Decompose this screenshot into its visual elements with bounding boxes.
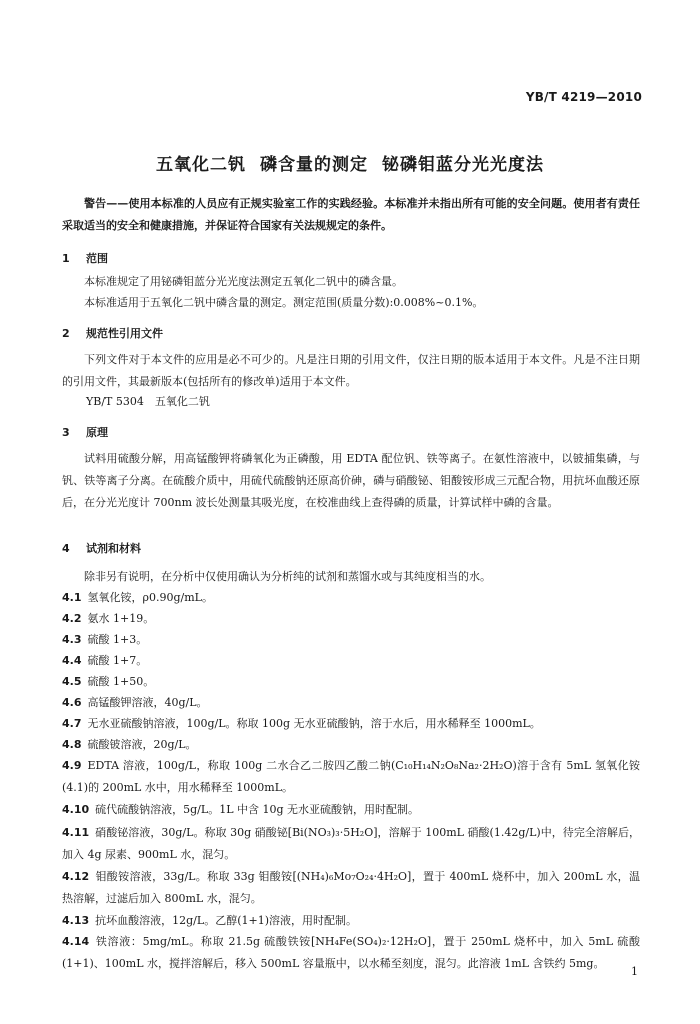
item-number: 4.7 [62, 717, 82, 730]
item-text: 抗坏血酸溶液，12g/L。乙醇(1+1)溶液，用时配制。 [95, 914, 357, 927]
section-title: 范围 [86, 252, 108, 265]
item-text: 无水亚硫酸钠溶液，100g/L。称取 100g 无水亚硫酸钠，溶于水后，用水稀释至 1000mL。 [87, 717, 541, 730]
item-text: 硫酸 1+3。 [87, 633, 148, 646]
item-number: 4.13 [62, 914, 90, 927]
item-text: 铁溶液：5mg/mL。称取 21.5g 硫酸铁铵[NH₄Fe(SO₄)₂·12H₂O]，置于 250mL 烧杯中，加入 5mL 硫酸(1+1)、100mL 水，搅拌溶解后，移入 500mL 容量瓶中，以水稀至刻度，混匀。此溶液 1mL 含铁约 5mg。 [62, 935, 640, 970]
reagent-item [62, 629, 640, 651]
reagent-item [62, 650, 640, 672]
reagent-item [62, 755, 640, 799]
section-number: 1 [62, 252, 70, 265]
item-number: 4.5 [62, 675, 82, 688]
item-number: 4.4 [62, 654, 82, 667]
section-heading-scope [62, 250, 108, 266]
item-number: 4.9 [62, 759, 82, 772]
reagent-item [62, 910, 640, 932]
item-number: 4.6 [62, 696, 82, 709]
reagent-item [62, 822, 640, 866]
section-heading-reagents [62, 540, 141, 556]
reagent-item [62, 931, 640, 975]
document-title [0, 150, 700, 175]
item-number: 4.8 [62, 738, 82, 751]
item-text: 氨水 1+19。 [87, 612, 155, 625]
references-paragraph: 下列文件对于本文件的应用是必不可少的。凡是注日期的引用文件，仅注日期的版本适用于本文件。凡是不注日期的引用文件，其最新版本(包括所有的修改单)适用于本文件。 [62, 353, 640, 388]
reagent-item [62, 866, 640, 910]
reagents-intro: 除非另有说明，在分析中仅使用确认为分析纯的试剂和蒸馏水或与其纯度相当的水。 [84, 570, 491, 583]
warning-paragraph: 警告——使用本标准的人员应有正规实验室工作的实践经验。本标准并未指出所有可能的安全问题。使用者有责任采取适当的安全和健康措施，并保证符合国家有关法规规定的条件。 [62, 197, 640, 232]
scope-paragraph-2: 本标准适用于五氧化二钒中磷含量的测定。测定范围(质量分数):0.008%~0.1%。 [84, 296, 484, 309]
item-text: 高锰酸钾溶液，40g/L。 [87, 696, 208, 709]
section-title: 原理 [86, 426, 108, 439]
item-text: 硫酸 1+7。 [87, 654, 148, 667]
standard-code: YB/T 4219—2010 [525, 90, 642, 104]
section-title: 试剂和材料 [86, 542, 141, 555]
reagent-item [62, 734, 640, 756]
item-number: 4.12 [62, 870, 90, 883]
section-number: 2 [62, 327, 70, 340]
item-number: 4.10 [62, 803, 90, 816]
principle-paragraph: 试料用硫酸分解，用高锰酸钾将磷氧化为正磷酸，用 EDTA 配位钒、铁等离子。在氨性溶液中，以铍捕集磷，与钒、铁等离子分离。在硫酸介质中，用硫代硫酸钠还原高价砷，磷与硝酸铋、钼酸铵形成三元配合物，用抗坏血酸还原后，在分光光度计 700nm 波长处测量其吸光度，在校准曲线上查得磷的质量，计算试样中磷的含量。 [62, 452, 640, 509]
item-text: 硫酸铍溶液，20g/L。 [87, 738, 197, 751]
section-number: 4 [62, 542, 70, 555]
section-title: 规范性引用文件 [86, 327, 163, 340]
reagent-item [62, 608, 640, 630]
item-text: 硫代硫酸钠溶液，5g/L。1L 中含 10g 无水亚硫酸钠，用时配制。 [95, 803, 420, 816]
item-number: 4.2 [62, 612, 82, 625]
title-part-1: 五氧化二钒 [156, 155, 246, 175]
scope-paragraph-1: 本标准规定了用铋磷钼蓝分光光度法测定五氧化二钒中的磷含量。 [84, 275, 403, 288]
reagent-item [62, 671, 640, 693]
item-number: 4.1 [62, 591, 82, 604]
item-number: 4.3 [62, 633, 82, 646]
item-text: 硝酸铋溶液，30g/L。称取 30g 硝酸铋[Bi(NO₃)₃·5H₂O]，溶解于 100mL 硝酸(1.42g/L)中，待完全溶解后，加入 4g 尿素、900mL 水，混匀。 [62, 826, 640, 861]
item-text: EDTA 溶液，100g/L，称取 100g 二水合乙二胺四乙酸二钠(C₁₀H₁₄N₂O₈Na₂·2H₂O)溶于含有 5mL 氢氧化铵(4.1)的 200mL 水中，用水稀释至 1000mL。 [62, 759, 640, 794]
item-text: 氢氧化铵，ρ0.90g/mL。 [87, 591, 213, 604]
section-number: 3 [62, 426, 70, 439]
reagent-item [62, 587, 640, 609]
reference-entry: YB/T 5304 五氧化二钒 [86, 395, 210, 408]
title-part-2: 磷含量的测定 [260, 155, 368, 175]
reagent-item [62, 799, 640, 821]
reagent-item [62, 692, 640, 714]
item-number: 4.14 [62, 935, 90, 948]
item-text: 硫酸 1+50。 [87, 675, 155, 688]
page-number: 1 [631, 965, 638, 978]
section-heading-normative-references [62, 325, 163, 341]
section-heading-principle [62, 424, 108, 440]
reagent-item [62, 713, 640, 735]
item-text: 钼酸铵溶液，33g/L。称取 33g 钼酸铵[(NH₄)₆Mo₇O₂₄·4H₂O]，置于 400mL 烧杯中，加入 200mL 水，温热溶解，过滤后加入 800mL 水，混匀。 [62, 870, 640, 905]
item-number: 4.11 [62, 826, 90, 839]
title-part-3: 铋磷钼蓝分光光度法 [382, 155, 544, 175]
